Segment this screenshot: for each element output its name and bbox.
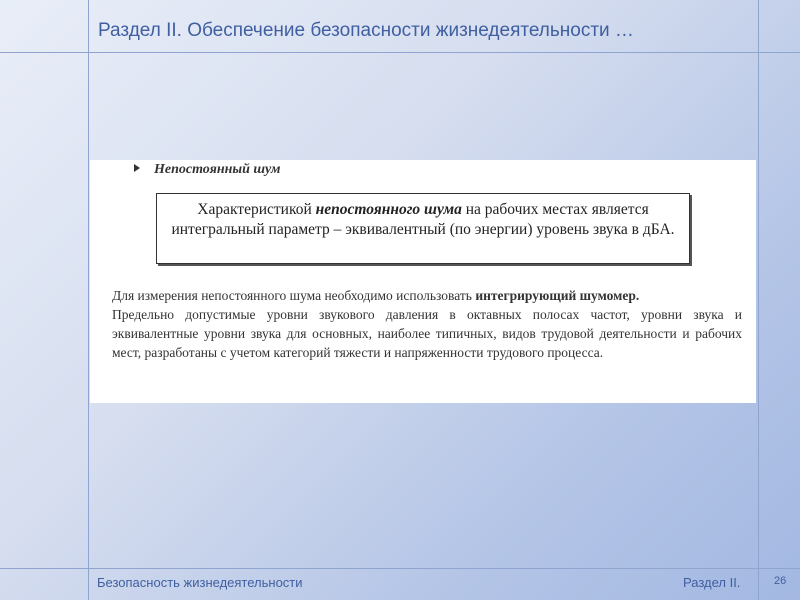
page-number: 26 xyxy=(774,575,787,587)
paragraph-1 xyxy=(112,286,742,305)
content-image xyxy=(90,160,756,403)
definition-box xyxy=(156,193,690,264)
paragraph-2: Предельно допустимые уровни звукового давления в октавных полосах частот, уровни звука и эквивалентные уровни звука для основных, наиболее типичных, видов трудовой деятельности и рабочих мест, разработаны с учетом категорий тяжести и напряженности трудового процесса. xyxy=(112,307,742,360)
frame-line-left xyxy=(88,0,89,600)
body-text xyxy=(112,286,742,362)
definition-emphasis: непостоянного шума xyxy=(315,201,462,218)
definition-part2: на рабочих местах является интегральный параметр – эквивалентный (по энергии) уровень звука в дБА. xyxy=(171,201,675,238)
paragraph-1-bold: интегрирующий шумомер. xyxy=(475,288,640,303)
bullet-heading-row xyxy=(134,162,281,178)
definition-part1: Характеристикой xyxy=(197,201,316,218)
footer-right: Раздел II. xyxy=(683,575,741,590)
bullet-arrow-icon xyxy=(134,164,140,172)
frame-line-top xyxy=(0,52,800,53)
slide-title: Раздел II. Обеспечение безопасности жизнедеятельности … xyxy=(98,20,634,41)
paragraph-1-plain: Для измерения непостоянного шума необходимо использовать xyxy=(112,288,476,303)
bullet-heading: Непостоянный шум xyxy=(154,162,281,177)
frame-line-bottom xyxy=(0,568,800,569)
frame-line-right xyxy=(758,0,759,600)
footer-left: Безопасность жизнедеятельности xyxy=(97,575,303,590)
